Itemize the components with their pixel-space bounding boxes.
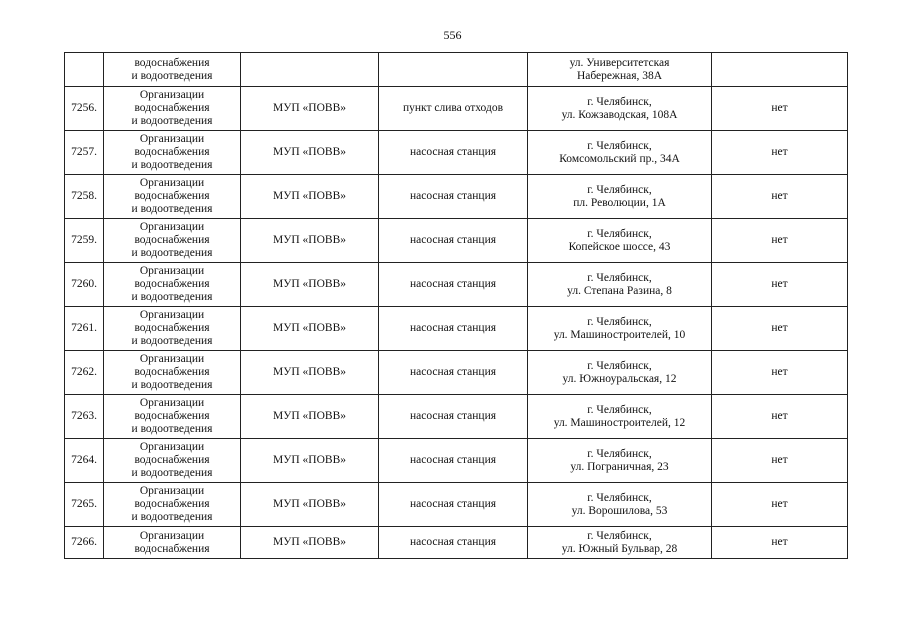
cell-address xyxy=(528,263,712,307)
cell-activity-kind-line: Организации xyxy=(139,309,205,321)
cell-organization xyxy=(241,53,379,87)
cell-object-type: насосная станция xyxy=(379,351,528,395)
cell-organization: МУП «ПОВВ» xyxy=(241,527,379,559)
table-row xyxy=(65,175,848,219)
cell-activity-kind-line: и водоотведения xyxy=(131,335,213,347)
table-row xyxy=(65,351,848,395)
table-row xyxy=(65,307,848,351)
table-row xyxy=(65,439,848,483)
cell-number: 7261. xyxy=(65,307,104,351)
cell-number: 7260. xyxy=(65,263,104,307)
cell-address-line: г. Челябинск, xyxy=(587,491,652,504)
cell-activity-kind-line: и водоотведения xyxy=(131,511,213,523)
cell-object-type: пункт слива отходов xyxy=(379,87,528,131)
cell-flag xyxy=(712,53,848,87)
cell-address-line: г. Челябинск, xyxy=(587,183,652,196)
cell-activity-kind xyxy=(104,439,241,483)
cell-flag: нет xyxy=(712,219,848,263)
cell-activity-kind xyxy=(104,53,241,87)
cell-object-type: насосная станция xyxy=(379,483,528,527)
cell-organization: МУП «ПОВВ» xyxy=(241,131,379,175)
cell-address-line: ул. Университетская xyxy=(569,56,670,69)
cell-activity-kind-line: Организации xyxy=(139,221,205,233)
cell-address xyxy=(528,53,712,87)
cell-number xyxy=(65,53,104,87)
cell-activity-kind xyxy=(104,263,241,307)
cell-activity-kind-line: и водоотведения xyxy=(131,115,213,127)
cell-activity-kind xyxy=(104,131,241,175)
cell-activity-kind-line: Организации xyxy=(139,265,205,277)
cell-activity-kind-line: водоснабжения xyxy=(134,146,210,158)
cell-activity-kind-line: водоснабжения xyxy=(134,454,210,466)
cell-activity-kind-line: и водоотведения xyxy=(131,379,213,391)
cell-address-line: г. Челябинск, xyxy=(587,403,652,416)
cell-activity-kind-line: водоснабжения xyxy=(134,278,210,290)
cell-address-line: г. Челябинск, xyxy=(587,447,652,460)
cell-address xyxy=(528,527,712,559)
cell-address-line: г. Челябинск, xyxy=(587,359,652,372)
cell-organization: МУП «ПОВВ» xyxy=(241,439,379,483)
cell-number: 7262. xyxy=(65,351,104,395)
cell-flag: нет xyxy=(712,307,848,351)
cell-address-line: г. Челябинск, xyxy=(587,315,652,328)
cell-activity-kind-line: Организации xyxy=(139,133,205,145)
cell-flag: нет xyxy=(712,351,848,395)
cell-activity-kind-line: водоснабжения xyxy=(134,234,210,246)
cell-address-line: Набережная, 38А xyxy=(576,69,663,82)
cell-activity-kind xyxy=(104,351,241,395)
cell-activity-kind-line: Организации xyxy=(139,177,205,189)
cell-organization: МУП «ПОВВ» xyxy=(241,175,379,219)
cell-address-line: ул. Ворошилова, 53 xyxy=(571,504,668,517)
cell-organization: МУП «ПОВВ» xyxy=(241,219,379,263)
cell-object-type: насосная станция xyxy=(379,439,528,483)
cell-activity-kind-line: Организации xyxy=(139,485,205,497)
cell-number: 7257. xyxy=(65,131,104,175)
cell-address-line: ул. Южноуральская, 12 xyxy=(562,372,677,385)
cell-address xyxy=(528,219,712,263)
cell-organization: МУП «ПОВВ» xyxy=(241,263,379,307)
cell-number: 7265. xyxy=(65,483,104,527)
cell-activity-kind-line: Организации xyxy=(139,353,205,365)
cell-address-line: г. Челябинск, xyxy=(587,95,652,108)
cell-flag: нет xyxy=(712,439,848,483)
cell-flag: нет xyxy=(712,263,848,307)
registry-table xyxy=(64,52,848,559)
cell-address xyxy=(528,175,712,219)
table-row xyxy=(65,87,848,131)
cell-organization: МУП «ПОВВ» xyxy=(241,87,379,131)
cell-activity-kind-line: Организации xyxy=(139,89,205,101)
cell-activity-kind xyxy=(104,527,241,559)
page-number: 556 xyxy=(443,28,462,42)
cell-object-type: насосная станция xyxy=(379,219,528,263)
cell-activity-kind-line: водоснабжения xyxy=(134,190,210,202)
cell-activity-kind-line: водоснабжения xyxy=(134,366,210,378)
table-row xyxy=(65,395,848,439)
cell-object-type: насосная станция xyxy=(379,263,528,307)
cell-activity-kind-line: и водоотведения xyxy=(131,159,213,171)
cell-address xyxy=(528,395,712,439)
cell-address xyxy=(528,483,712,527)
cell-address-line: ул. Степана Разина, 8 xyxy=(567,284,672,297)
cell-activity-kind-line: Организации xyxy=(139,397,205,409)
cell-flag: нет xyxy=(712,395,848,439)
cell-address-line: г. Челябинск, xyxy=(587,139,652,152)
cell-activity-kind-line: водоснабжения xyxy=(134,322,210,334)
cell-address-line: Комсомольский пр., 34А xyxy=(559,152,680,165)
cell-address xyxy=(528,439,712,483)
table-row xyxy=(65,483,848,527)
table-row xyxy=(65,53,848,87)
cell-number: 7259. xyxy=(65,219,104,263)
cell-activity-kind-line: и водоотведения xyxy=(131,291,213,303)
cell-activity-kind-line: водоснабжения xyxy=(134,56,210,69)
cell-activity-kind-line: Организации xyxy=(139,441,205,453)
cell-flag: нет xyxy=(712,483,848,527)
cell-address xyxy=(528,307,712,351)
table-row xyxy=(65,219,848,263)
cell-object-type: насосная станция xyxy=(379,131,528,175)
cell-activity-kind xyxy=(104,483,241,527)
cell-address-line: пл. Революции, 1А xyxy=(573,196,666,209)
cell-flag: нет xyxy=(712,175,848,219)
cell-activity-kind-line: и водоотведения xyxy=(131,423,213,435)
cell-address-line: г. Челябинск, xyxy=(587,529,652,542)
cell-number: 7266. xyxy=(65,527,104,559)
cell-address-line: Копейское шоссе, 43 xyxy=(568,240,671,253)
registry-table-body xyxy=(65,53,848,559)
table-row xyxy=(65,131,848,175)
cell-activity-kind-line: водоснабжения xyxy=(134,410,210,422)
cell-address-line: ул. Машиностроителей, 10 xyxy=(553,328,686,341)
table-row xyxy=(65,527,848,559)
cell-number: 7264. xyxy=(65,439,104,483)
cell-activity-kind xyxy=(104,87,241,131)
cell-flag: нет xyxy=(712,131,848,175)
cell-activity-kind-line: и водоотведения xyxy=(131,247,213,259)
cell-activity-kind-line: Организации xyxy=(139,529,205,542)
cell-organization: МУП «ПОВВ» xyxy=(241,483,379,527)
cell-activity-kind-line: водоснабжения xyxy=(134,498,210,510)
cell-number: 7256. xyxy=(65,87,104,131)
cell-address-line: ул. Кожзаводская, 108А xyxy=(561,108,678,121)
cell-address-line: г. Челябинск, xyxy=(587,227,652,240)
cell-activity-kind-line: водоснабжения xyxy=(134,542,210,555)
cell-address-line: ул. Машиностроителей, 12 xyxy=(553,416,686,429)
cell-address-line: ул. Пограничная, 23 xyxy=(570,460,669,473)
cell-object-type: насосная станция xyxy=(379,307,528,351)
cell-address xyxy=(528,131,712,175)
cell-flag: нет xyxy=(712,527,848,559)
cell-organization: МУП «ПОВВ» xyxy=(241,395,379,439)
cell-address xyxy=(528,351,712,395)
cell-activity-kind-line: водоснабжения xyxy=(134,102,210,114)
cell-object-type: насосная станция xyxy=(379,527,528,559)
cell-activity-kind xyxy=(104,219,241,263)
cell-number: 7263. xyxy=(65,395,104,439)
cell-address xyxy=(528,87,712,131)
cell-activity-kind-line: и водоотведения xyxy=(131,69,213,82)
cell-address-line: ул. Южный Бульвар, 28 xyxy=(561,542,678,555)
cell-activity-kind xyxy=(104,395,241,439)
cell-activity-kind xyxy=(104,175,241,219)
cell-organization: МУП «ПОВВ» xyxy=(241,307,379,351)
table-row xyxy=(65,263,848,307)
cell-object-type xyxy=(379,53,528,87)
cell-activity-kind-line: и водоотведения xyxy=(131,467,213,479)
cell-organization: МУП «ПОВВ» xyxy=(241,351,379,395)
cell-activity-kind-line: и водоотведения xyxy=(131,203,213,215)
cell-object-type: насосная станция xyxy=(379,395,528,439)
cell-number: 7258. xyxy=(65,175,104,219)
cell-address-line: г. Челябинск, xyxy=(587,271,652,284)
cell-object-type: насосная станция xyxy=(379,175,528,219)
cell-flag: нет xyxy=(712,87,848,131)
cell-activity-kind xyxy=(104,307,241,351)
